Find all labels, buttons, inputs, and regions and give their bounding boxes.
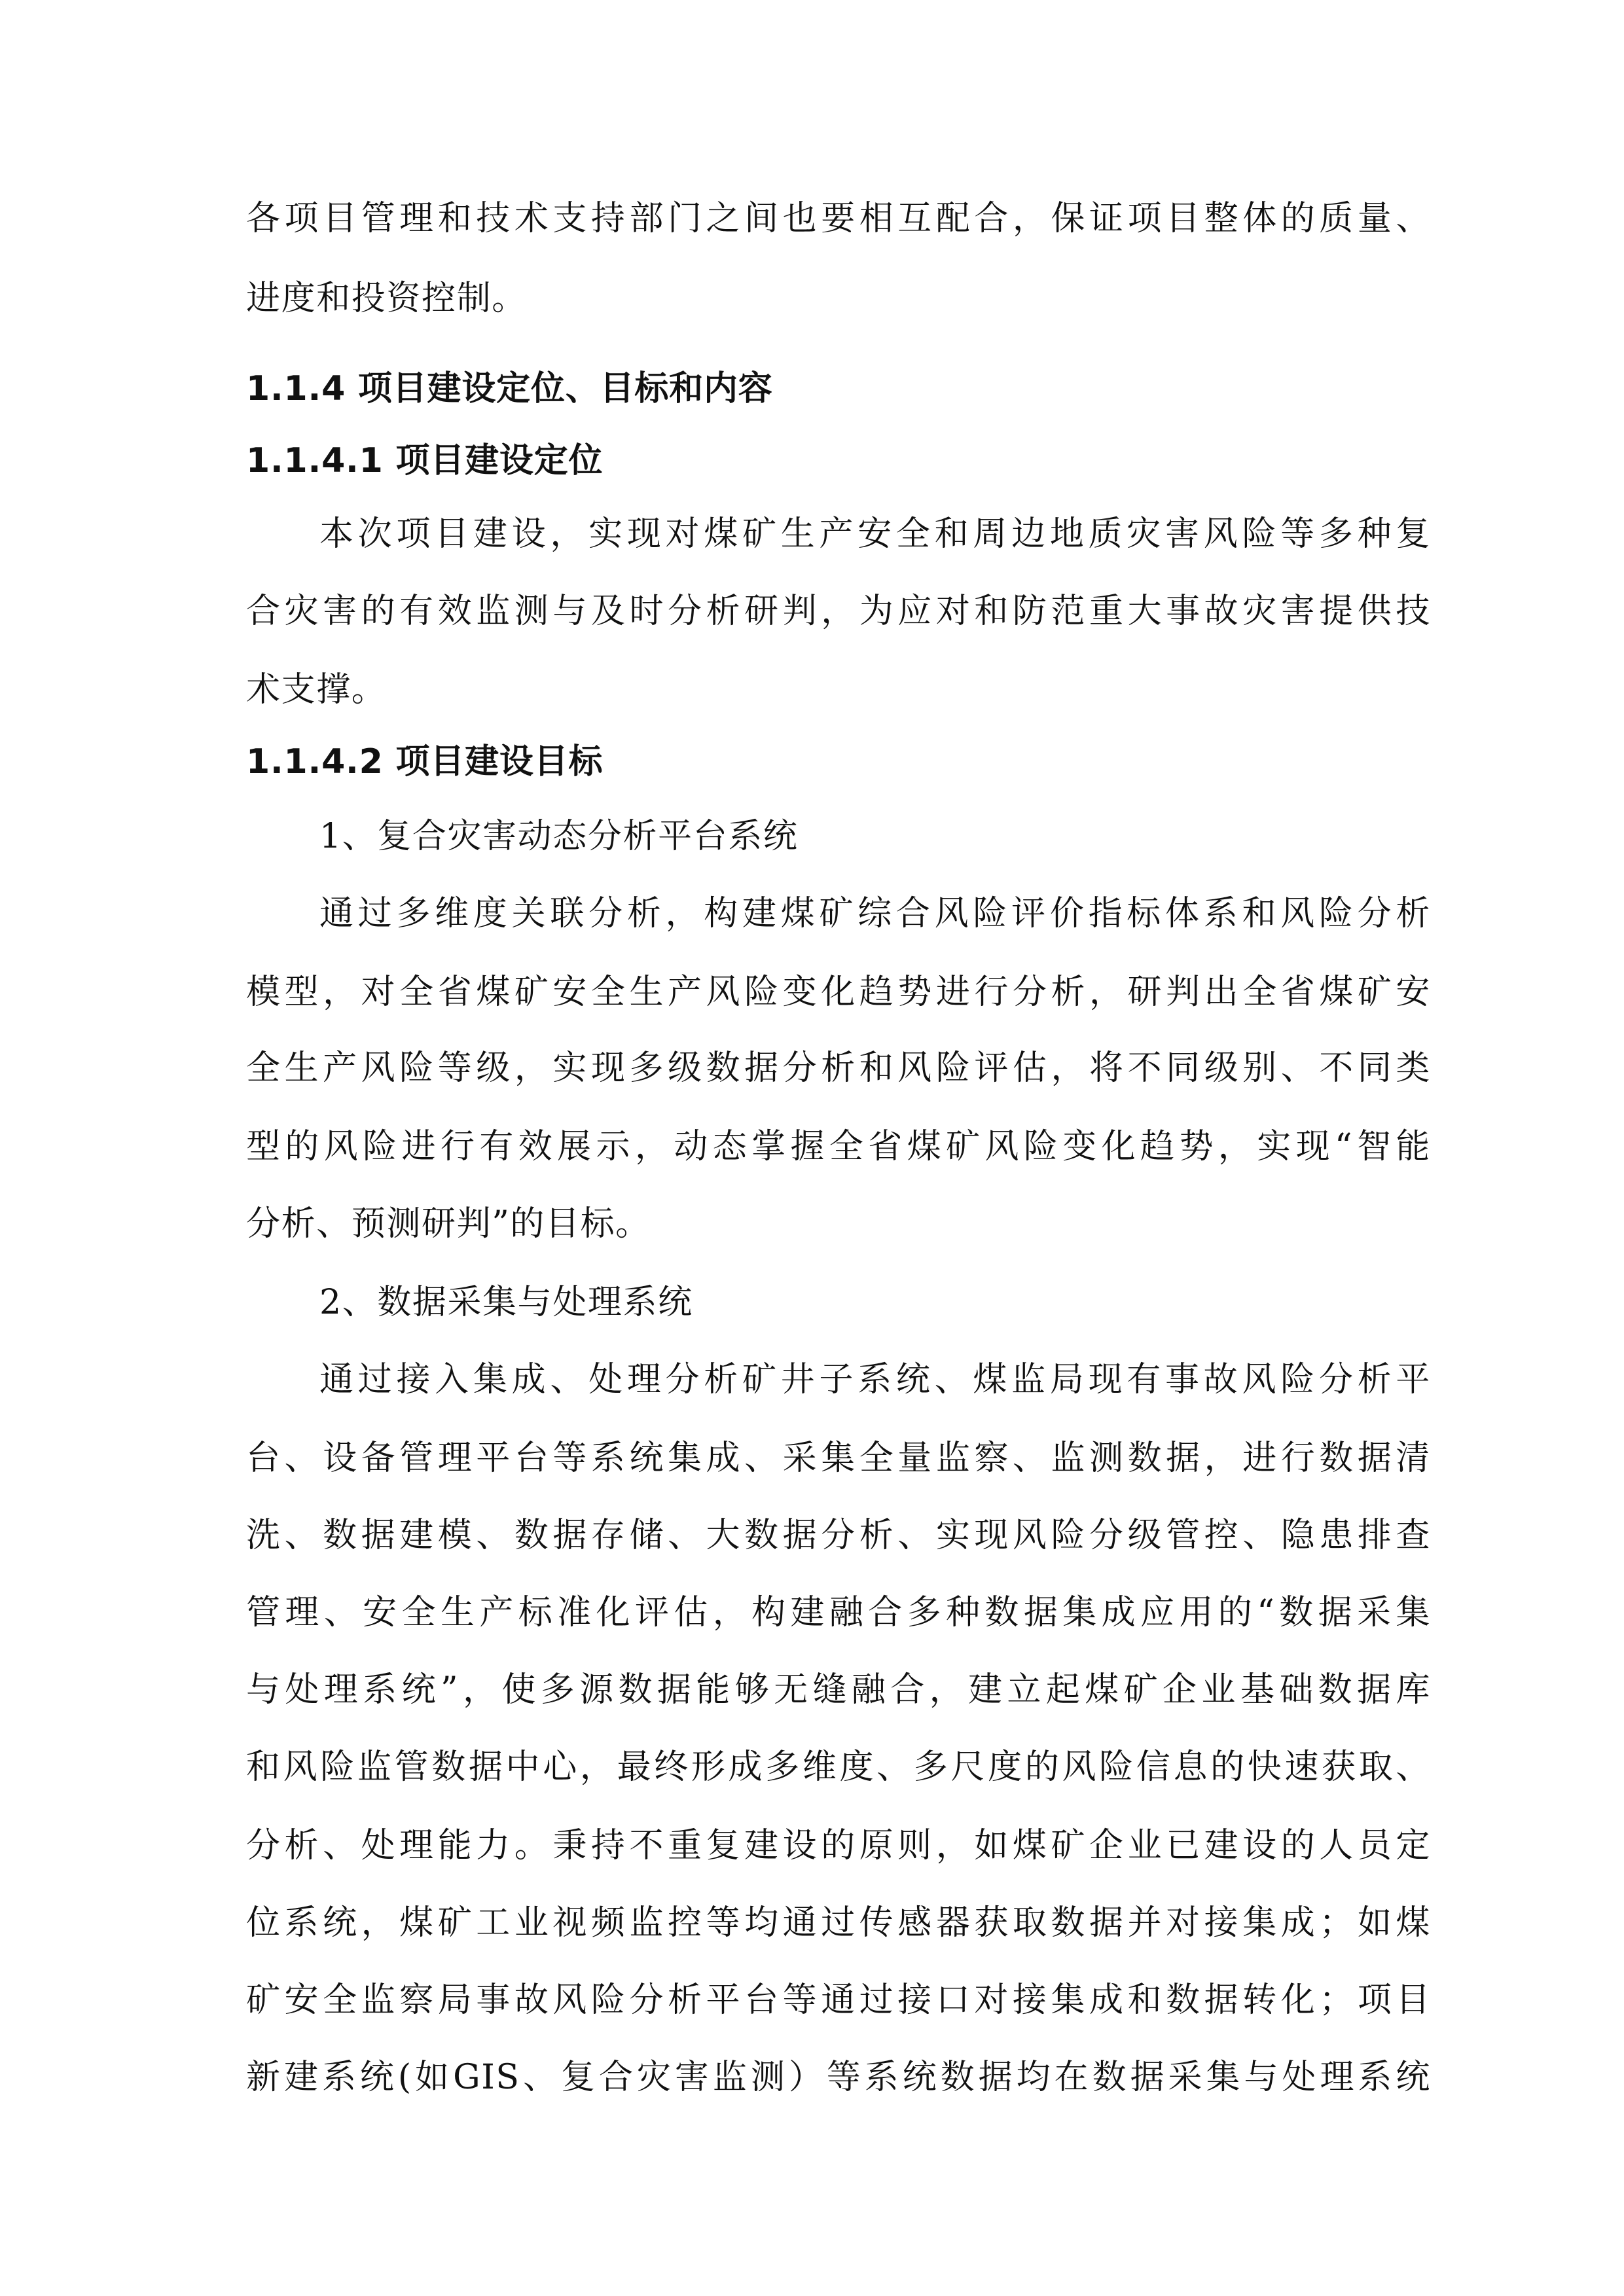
paragraph-line: 本次项目建设，实现对煤矿生产安全和周边地质灾害风险等多种复 <box>319 514 1431 554</box>
paragraph-line: 合灾害的有效监测与及时分析研判，为应对和防范重大事故灾害提供技 <box>246 592 1431 631</box>
paragraph-line: 位系统，煤矿工业视频监控等均通过传感器获取数据并对接集成；如煤 <box>246 1903 1431 1943</box>
paragraph-line: 通过多维度关联分析，构建煤矿综合风险评价指标体系和风险分析 <box>319 894 1431 933</box>
paragraph-line: 管理、安全生产标准化评估，构建融合多种数据集成应用的“数据采集 <box>246 1593 1431 1632</box>
subsection-heading: 1.1.4.2 项目建设目标 <box>246 742 604 781</box>
paragraph-line: 型的风险进行有效展示，动态掌握全省煤矿风险变化趋势，实现“智能 <box>246 1127 1431 1166</box>
section-heading: 1.1.4 项目建设定位、目标和内容 <box>246 369 773 408</box>
paragraph-line: 和风险监管数据中心，最终形成多维度、多尺度的风险信息的快速获取、 <box>246 1748 1431 1787</box>
paragraph-line: 通过接入集成、处理分析矿井子系统、煤监局现有事故风险分析平 <box>319 1360 1431 1399</box>
document-page <box>246 0 1431 2296</box>
paragraph-line: 洗、数据建模、数据存储、大数据分析、实现风险分级管控、隐患排查 <box>246 1516 1431 1555</box>
paragraph-line: 全生产风险等级，实现多级数据分析和风险评估，将不同级别、不同类 <box>246 1049 1431 1088</box>
paragraph-line: 分析、处理能力。秉持不重复建设的原则，如煤矿企业已建设的人员定 <box>246 1826 1431 1865</box>
paragraph-line: 分析、预测研判”的目标。 <box>246 1204 651 1244</box>
list-item-title: 1、复合灾害动态分析平台系统 <box>319 817 799 856</box>
paragraph-line: 模型，对全省煤矿安全生产风险变化趋势进行分析，研判出全省煤矿安 <box>246 973 1431 1012</box>
paragraph-line: 各项目管理和技术支持部门之间也要相互配合，保证项目整体的质量、 <box>246 199 1431 238</box>
paragraph-line: 术支撑。 <box>246 670 387 709</box>
list-item-title: 2、数据采集与处理系统 <box>319 1283 693 1322</box>
paragraph-line: 与处理系统”，使多源数据能够无缝融合，建立起煤矿企业基础数据库 <box>246 1670 1431 1710</box>
paragraph-line: 台、设备管理平台等系统集成、采集全量监察、监测数据，进行数据清 <box>246 1439 1431 1478</box>
paragraph-line: 新建系统(如GIS、复合灾害监测）等系统数据均在数据采集与处理系统 <box>246 2058 1431 2097</box>
paragraph-line: 矿安全监察局事故风险分析平台等通过接口对接集成和数据转化；项目 <box>246 1981 1431 2020</box>
paragraph-line: 进度和投资控制。 <box>246 279 527 318</box>
subsection-heading: 1.1.4.1 项目建设定位 <box>246 441 604 480</box>
